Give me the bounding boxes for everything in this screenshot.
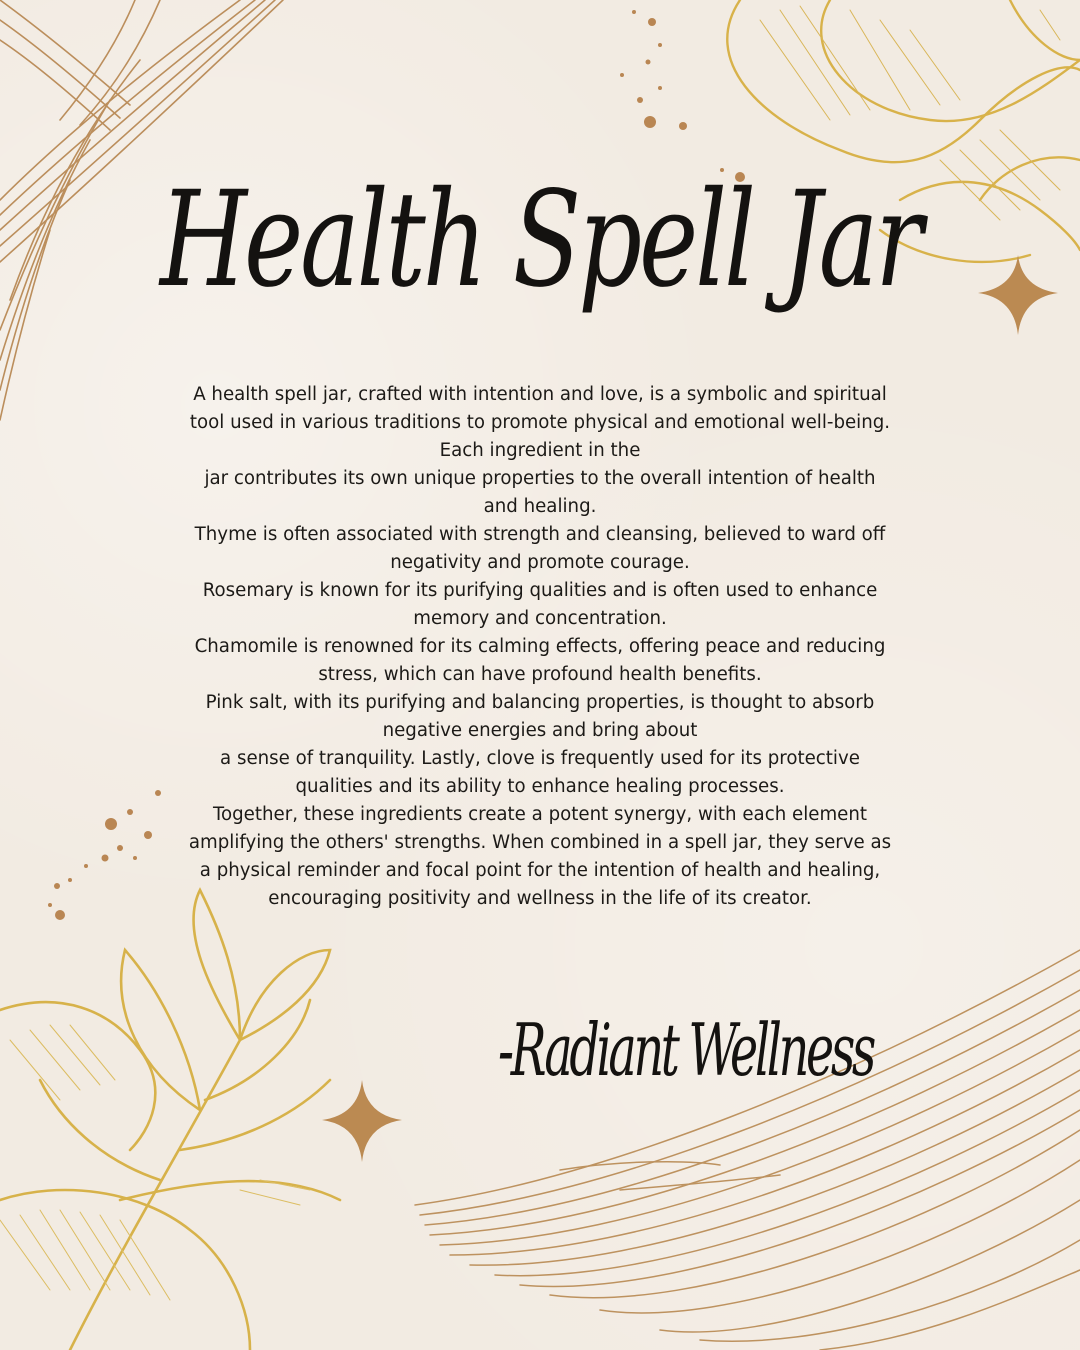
body-line: Together, these ingredients create a potent synergy, with each element <box>212 804 868 825</box>
body-line: Each ingredient in the <box>439 440 641 461</box>
body-line: Pink salt, with its purifying and balancing properties, is thought to absorb <box>205 692 875 713</box>
body-line: a sense of tranquility. Lastly, clove is frequently used for its protective <box>220 748 860 769</box>
body-line: a physical reminder and focal point for the intention of health and healing, <box>199 860 881 881</box>
description-body <box>140 381 940 913</box>
body-line: Rosemary is known for its purifying qualities and is often used to enhance <box>202 580 878 601</box>
body-line: A health spell jar, crafted with intention and love, is a symbolic and spiritual <box>193 384 887 405</box>
body-line: memory and concentration. <box>413 608 667 629</box>
body-line: negativity and promote courage. <box>390 552 690 573</box>
page-title-text: Health Spell Jar <box>158 163 929 317</box>
body-line: negative energies and bring about <box>382 720 698 741</box>
signature <box>488 995 888 1105</box>
body-line: tool used in various traditions to promote physical and emotional well-being. <box>189 412 891 433</box>
body-line: stress, which can have profound health benefits. <box>318 664 762 685</box>
bottom-left-gold-flower-outline <box>0 890 340 1350</box>
body-line: Chamomile is renowned for its calming effects, offering peace and reducing <box>194 636 886 657</box>
signature-text: -Radiant Wellness <box>498 1008 876 1092</box>
body-line: and healing. <box>483 496 597 517</box>
body-line: qualities and its ability to enhance healing processes. <box>295 776 785 797</box>
body-line: encouraging positivity and wellness in the life of its creator. <box>268 888 812 909</box>
page-title <box>140 135 940 345</box>
body-line: Thyme is often associated with strength and cleansing, believed to ward off <box>194 524 886 545</box>
body-line: amplifying the others' strengths. When combined in a spell jar, they serve as <box>188 832 892 853</box>
body-line: jar contributes its own unique properties to the overall intention of health <box>204 468 876 489</box>
